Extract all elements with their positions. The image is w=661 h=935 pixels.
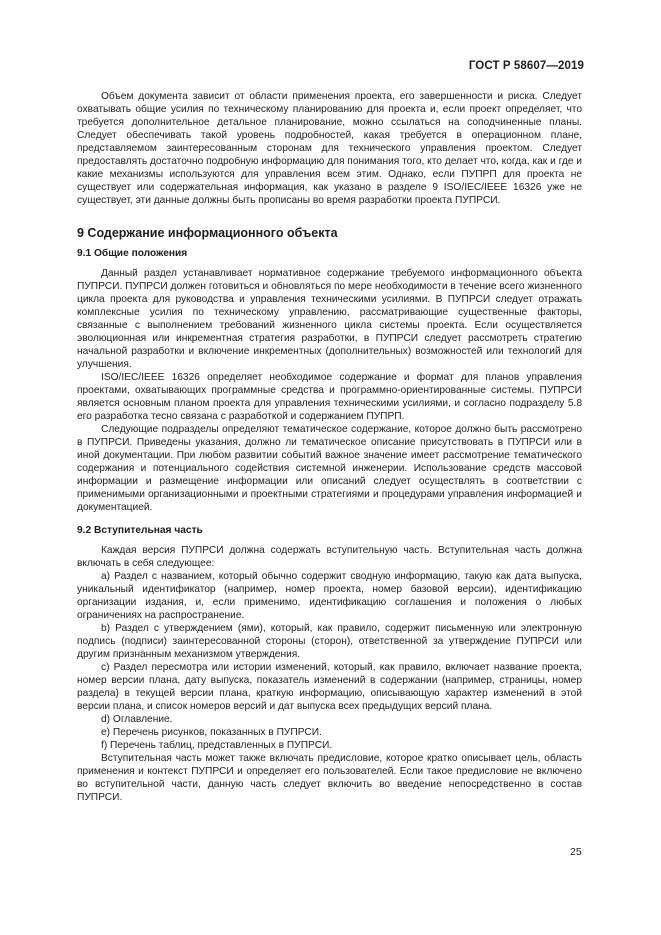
subsection-9-1-title: 9.1 Общие положения — [77, 248, 188, 259]
subsection-9-2-title: 9.2 Вступительная часть — [77, 525, 203, 536]
intro-paragraph: Объем документа зависит от области применения проекта, его завершенности и риска. Следует охватывать общие усилия по техническому планированию для проекта и, если проект определяет, что требуется дополнительное детальное планирование, можно ссылаться на соподчиненные планы. Следует обеспечивать такой уровень подробностей, какая требуется в операционном плане, представляемом заинтересованным сторонам для технического управления проектом. Следует предоставлять достаточно подробную информацию для понимания того, кто делает что, когда, как и где и какие механизмы используются для управления всем этим. Однако, если ПУПРП для проекта не существует или содержательная информация, как указано в разделе 9 ISO/IEC/IEEE 16326 уже не существует, эти данные должны быть прописаны во время разработки проекта ПУПРСИ. — [77, 91, 582, 206]
paragraph: Следующие подразделы определяют тематическое содержание, которое должно быть рассмотрено в ПУПРСИ. Приведены указания, должно ли тематическое описание присутствовать в ПУПРСИ или в иной документации. При любом развитии событий важное значение имеет рассмотрение тематического содержания и потенциального содействия системной инженерии. Использование средств массовой информации и размещение информации или описаний следует осуществлять в соответствии с применимыми организационными и проектными стратегиями и процедурами управления информацией и документацией. — [77, 424, 582, 513]
page-number: 25 — [570, 846, 582, 858]
list-item: b) Раздел с утверждением (ями), который, как правило, содержит письменную или электронную подпись (подписи) заинтересованной стороны (сторон), ответственной за утверждение ПУПРСИ или другим признанным механизмом утверждения. — [77, 623, 582, 660]
paragraph: Данный раздел устанавливает нормативное содержание требуемого информационного объекта ПУПРСИ. ПУПРСИ должен готовиться и обновляться по мере необходимости в течение всего жизненного цикла проекта для руководства и управления техническими усилиями. В ПУПРСИ следует отражать комплексные усилия по техническому управлению, рассматривающие существенные факторы, связанные с выполнением требований жизненного цикла системы проекта. Если осуществляется эволюционная или инкрементная стратегия разработки, в ПУПРСИ следует рассмотреть стратегию начальной разработки и включение инкрементных (дополнительных) возможностей или технологий для улучшения. — [77, 268, 582, 370]
page-content — [77, 90, 582, 804]
list-item: е) Перечень рисунков, показанных в ПУПРСИ. — [101, 727, 322, 738]
list-item: с) Раздел пересмотра или истории изменений, который, как правило, включает название проекта, номер версии плана, дату выпуска, показатель изменений в содержании (например, страницы, номер раздела) в текущей версии плана, краткую информацию, описывающую характер изменений в этой версии плана, и список номеров версий и дат выпуска всех предыдущих версий плана. — [77, 662, 582, 712]
standard-code: ГОСТ Р 58607—2019 — [468, 60, 584, 72]
section-9-title: 9 Содержание информационного объекта — [77, 226, 338, 240]
list-item: а) Раздел с названием, который обычно содержит сводную информацию, такую как дата выпуска, уникальный идентификатор (например, номер проекта, номер базовой версии), идентификацию организации издания, и, если применимо, идентификацию соглашения и положения о любых ограничениях на распространение. — [77, 571, 582, 621]
paragraph: ISO/IEC/IEEE 16326 определяет необходимое содержание и формат для планов управления проектами, охватывающих программные средства и программно-ориентированные системы. ПУПРСИ является основным планом проекта для управления техническими усилиями, и согласно подразделу 5.8 его разработка тесно связана с разработкой и содержанием ПУПРП. — [77, 372, 582, 422]
paragraph: Вступительная часть может также включать предисловие, которое кратко описывает цель, область применения и контекст ПУПРСИ и определяет его пользователей. Если такое предисловие не включено во вступительной части, данную часть следует включить во введение непосредственно в состав ПУПРСИ. — [77, 753, 582, 803]
list-item: f) Перечень таблиц, представленных в ПУПРСИ. — [101, 740, 333, 751]
paragraph: Каждая версия ПУПРСИ должна содержать вступительную часть. Вступительная часть должна включать в себя следующее: — [77, 545, 582, 569]
list-item: d) Оглавление. — [101, 714, 173, 725]
